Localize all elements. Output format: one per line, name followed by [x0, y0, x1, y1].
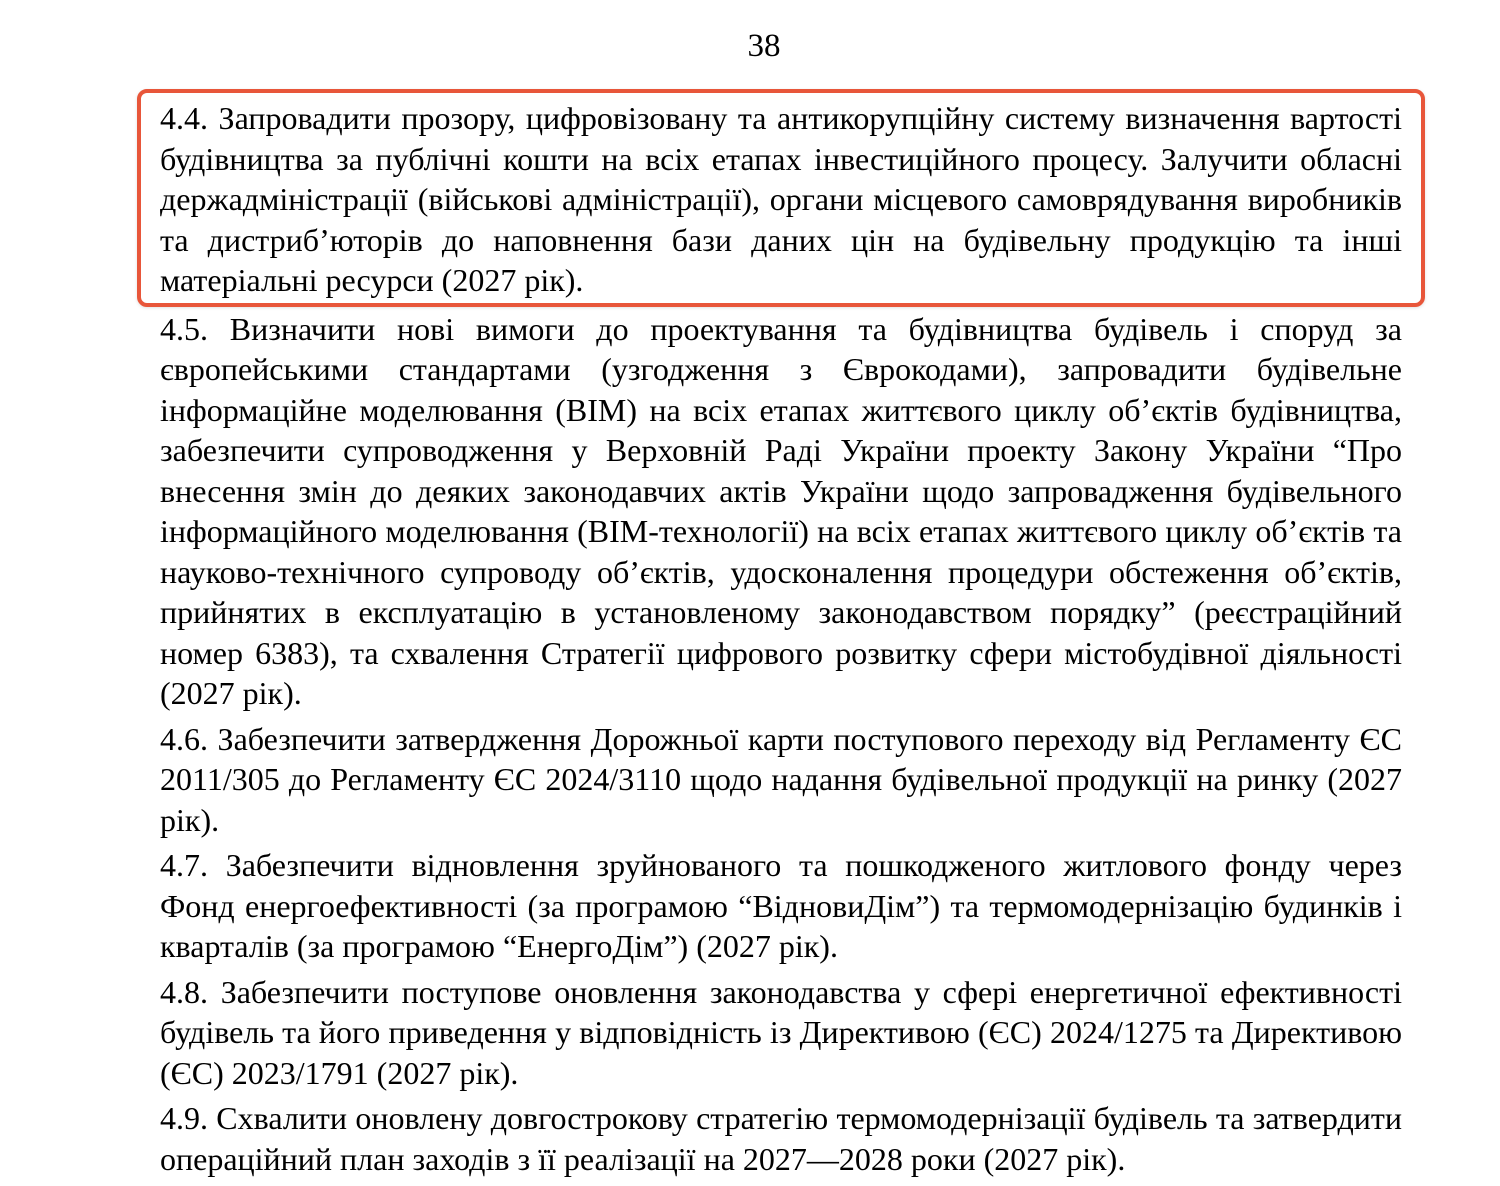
paragraph-4-4: 4.4. Запровадити прозору, цифровізовану та антикорупційну систему визначення вартості будівництва за публічні кошти на всіх етапах інвестиційного процесу. Залучити обласні держадміністрації (військові адміністрації), органи місцевого самоврядування виробників та дистриб’юторів до наповнення бази даних цін на будівельну продукцію та інші матеріальні ресурси (2027 рік).	[160, 100, 1402, 298]
paragraph-4-5: 4.5. Визначити нові вимоги до проектування та будівництва будівель і споруд за європейськими стандартами (узгодження з Єврокодами), запровадити будівельне інформаційне моделювання (BIM) на всіх етапах життєвого циклу об’єктів будівництва, забезпечити супроводження у Верховній Раді України проекту Закону України “Про внесення змін до деяких законодавчих актів України щодо запровадження будівельного інформаційного моделювання (BIM-технології) на всіх етапах життєвого циклу об’єктів та науково-технічного супроводу об’єктів, удосконалення процедури обстеження об’єктів, прийнятих в експлуатацію в установленому законодавством порядку” (реєстраційний номер 6383), та схвалення Стратегії цифрового розвитку сфери містобудівної діяльності (2027 рік).	[160, 310, 1402, 711]
page-number: 38	[747, 28, 781, 64]
document-body	[160, 98, 1402, 1184]
paragraph-4-6: 4.6. Забезпечити затвердження Дорожньої карти поступового переходу від Регламенту ЄС 2011/305 до Регламенту ЄС 2024/3110 щодо надання будівельної продукції на ринку (2027 рік).	[160, 720, 1402, 838]
paragraph-4-8: 4.8. Забезпечити поступове оновлення законодавства у сфері енергетичної ефективності будівель та його приведення у відповідність із Директивою (ЄС) 2024/1275 та Директивою (ЄС) 2023/1791 (2027 рік).	[160, 973, 1402, 1091]
paragraph-4-9: 4.9. Схвалити оновлену довгострокову стратегію термомодернізації будівель та затвердити операційний план заходів з її реалізації на 2027—2028 роки (2027 рік).	[160, 1100, 1402, 1177]
paragraph-4-7: 4.7. Забезпечити відновлення зруйнованого та пошкодженого житлового фонду через Фонд енергоефективності (за програмою “ВідновиДім”) та термомодернізацію будинків і кварталів (за програмою “ЕнергоДім”) (2027 рік).	[160, 847, 1402, 964]
